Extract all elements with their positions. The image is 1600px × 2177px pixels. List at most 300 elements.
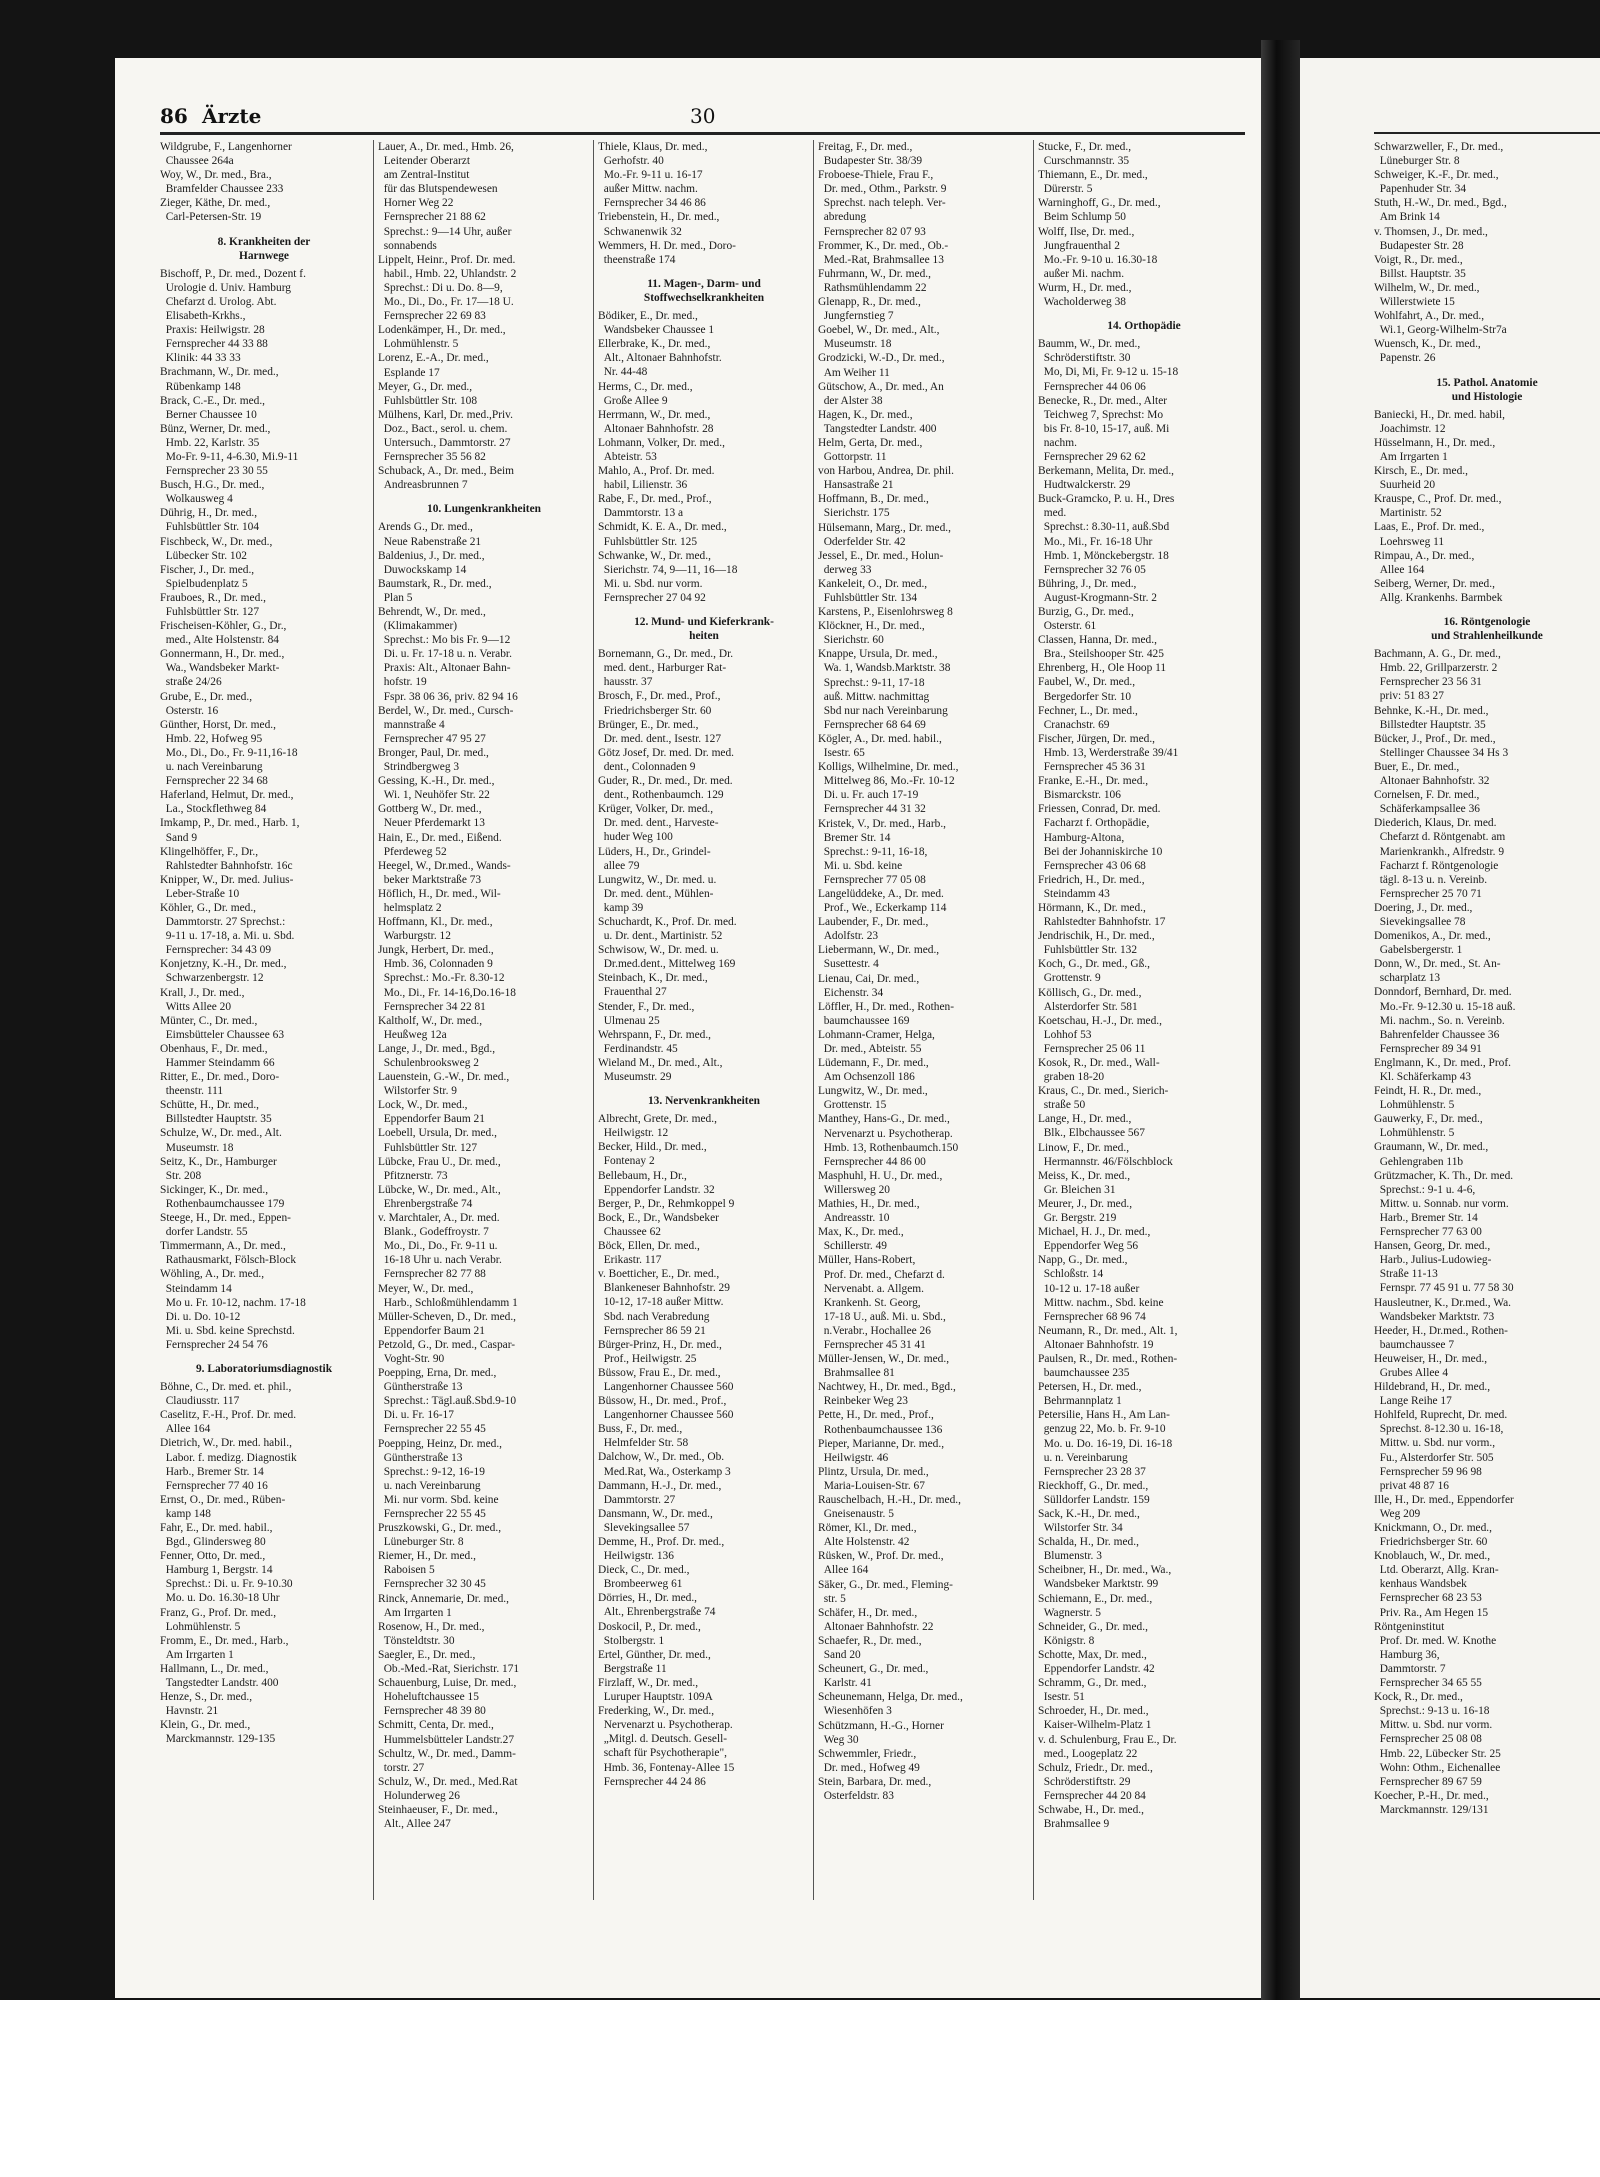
directory-entry: Franz, G., Prof. Dr. med., Lohmühlenstr. 5 — [160, 1606, 277, 1633]
directory-entry: Meurer, J., Dr. med., Gr. Bergstr. 219 — [1038, 1197, 1133, 1225]
directory-entry: Berdel, W., Dr. med., Cursch- mannstraße 4 Fernsprecher 47 95 27 — [378, 704, 514, 745]
directory-entry: Hoffmann, B., Dr. med., Sierichstr. 175 — [818, 493, 929, 520]
directory-entry: Dörries, H., Dr. med., Alt., Ehrenbergstraße 74 — [598, 1592, 716, 1619]
directory-entry: Triebenstein, H., Dr. med., Schwanenwik 32 — [598, 211, 720, 238]
directory-entry: Schotte, Max, Dr. med., Eppendorfer Landstr. 42 — [1038, 1648, 1155, 1676]
directory-entry: Krüger, Volker, Dr. med., Dr. med. dent., Harveste- huder Weg 100 — [598, 803, 719, 844]
directory-entry: Knoblauch, W., Dr. med., Ltd. Oberarzt, Allg. Kran- kenhaus Wandsbek Fernsprecher 68 23 53 Priv. Ra., Am Hegen 15 — [1374, 1550, 1499, 1619]
directory-entry: Frommer, K., Dr. med., Ob.- Med.-Rat, Brahmsallee 13 — [818, 239, 949, 266]
directory-entry: Schultz, W., Dr. med., Damm- torstr. 27 — [378, 1747, 516, 1774]
directory-entry: Frischeisen-Köhler, G., Dr., med., Alte Holstenstr. 84 — [160, 620, 287, 647]
directory-entry: Donndorf, Bernhard, Dr. med. Mo.-Fr. 9-12.30 u. 15-18 auß. Mi. nachm., So. n. Vereinb. Bahrenfelder Chaussee 36 Fernsprecher 89 34 91 — [1374, 986, 1516, 1055]
directory-entry: Büssow, Frau E., Dr. med., Langenhorner Chaussee 560 — [598, 1366, 734, 1393]
directory-entry: Max, K., Dr. med., Schillerstr. 49 — [818, 1226, 904, 1253]
directory-entry: Stender, F., Dr. med., Ulmenau 25 — [598, 1000, 695, 1027]
directory-entry: Guder, R., Dr. med., Dr. med. dent., Rothenbaumch. 129 — [598, 775, 733, 802]
directory-entry: Ritter, E., Dr. med., Doro- theenstr. 111 — [160, 1071, 280, 1098]
directory-entry: Arends G., Dr. med., Neue Rabenstraße 21 — [378, 521, 482, 548]
directory-entry: Buer, E., Dr. med., Altonaer Bahnhofstr. 32 — [1374, 760, 1490, 788]
directory-entry: Wohlfahrt, A., Dr. med., Wi.1, Georg-Wilhelm-Str7a — [1374, 310, 1507, 337]
section-title: Ärzte — [202, 104, 262, 128]
directory-entry: Poepping, Erna, Dr. med., Güntherstraße 13 Sprechst.: Tägl.auß.Sbd.9-10 Di. u. Fr. 16-17 Fernsprecher 22 55 45 — [378, 1367, 517, 1436]
directory-entry: Büssow, H., Dr. med., Prof., Langenhorner Chaussee 560 — [598, 1395, 734, 1422]
directory-entry: Sack, K.-H., Dr. med., Wilstorfer Str. 34 — [1038, 1508, 1140, 1535]
directory-entry: Gauwerky, F., Dr. med., Lohmühlenstr. 5 — [1374, 1113, 1483, 1140]
directory-entry: Dammann, H.-J., Dr. med., Dammtorstr. 27 — [598, 1479, 722, 1506]
directory-entry: Steege, H., Dr. med., Eppen- dorfer Landstr. 55 — [160, 1212, 291, 1239]
section-heading: 15. Pathol. Anatomie und Histologie — [1436, 376, 1538, 403]
directory-entry: Bachmann, A. G., Dr. med., Hmb. 22, Grillparzerstr. 2 Fernsprecher 23 56 31 priv: 51 83 27 — [1374, 648, 1501, 703]
directory-entry: Müller-Jensen, W., Dr. med., Brahmsallee 81 — [818, 1353, 950, 1380]
directory-entry: Römer, Kl., Dr. med., Alte Holstenstr. 42 — [818, 1522, 917, 1549]
directory-entry: Buck-Gramcko, P. u. H., Dres med. Sprechst.: 8.30-11, auß.Sbd Mo., Mi., Fr. 16-18 Uhr Hmb. 1, Mönckebergstr. 18 Fernsprecher 32 76 05 — [1038, 493, 1175, 576]
directory-entry: Obenhaus, F., Dr. med., Hammer Steindamm 66 — [160, 1042, 275, 1069]
directory-entry: Caselitz, F.-H., Prof. Dr. med. Allee 164 — [160, 1409, 297, 1436]
directory-entry: Heeder, H., Dr.med., Rothen- baumchaussee 7 — [1374, 1324, 1508, 1351]
directory-entry: Lungwitz, W., Dr. med. u. Dr. med. dent., Mühlen- kamp 39 — [598, 873, 717, 914]
section-heading: 10. Lungenkrankheiten — [427, 503, 541, 516]
directory-entry: Scheunemann, Helga, Dr. med., Wiesenhöfen 3 — [818, 1691, 963, 1718]
directory-entry: Knipper, W., Dr. med. Julius- Leber-Straße 10 — [160, 873, 294, 900]
directory-entry: Schulz, W., Dr. med., Med.Rat Holunderweg 26 — [378, 1775, 518, 1802]
directory-entry: Langelüddeke, A., Dr. med. Prof., We., Eckerkamp 114 — [818, 887, 947, 915]
directory-entry: von Harbou, Andrea, Dr. phil. Hansastraße 21 — [818, 465, 955, 492]
directory-entry: Haferland, Helmut, Dr. med., La., Stockflethweg 84 — [160, 789, 294, 816]
directory-entry: Warninghoff, G., Dr. med., Beim Schlump 50 — [1038, 197, 1161, 224]
directory-entry: Lüders, H., Dr., Grindel- allee 79 — [598, 845, 711, 872]
section-heading: 14. Orthopädie — [1107, 320, 1181, 333]
directory-entry: Brachmann, W., Dr. med., Rübenkamp 148 — [160, 366, 279, 393]
directory-entry: Krauspe, C., Prof. Dr. med., Martinistr. 52 — [1374, 493, 1502, 520]
directory-entry: Hain, E., Dr. med., Eißend. Pferdeweg 52 — [378, 831, 502, 858]
directory-entry: Imkamp, P., Dr. med., Harb. 1, Sand 9 — [160, 817, 300, 844]
directory-entry: Dalchow, W., Dr. med., Ob. Med.Rat, Wa., Osterkamp 3 — [598, 1451, 731, 1478]
directory-entry: Schulze, W., Dr. med., Alt. Museumstr. 18 — [160, 1127, 282, 1154]
directory-entry: Graumann, W., Dr. med., Gehlengraben 11b — [1374, 1141, 1489, 1168]
directory-entry: Ehrenberg, H., Ole Hoop 11 — [1038, 662, 1167, 675]
directory-entry: Gonnermann, H., Dr. med., Wa., Wandsbeker Markt- straße 24/26 — [160, 648, 285, 689]
column-5 — [1038, 140, 1250, 1831]
directory-entry: Fuhrmann, W., Dr. med., Rathsmühlendamm 22 — [818, 267, 931, 294]
directory-entry: Berger, P., Dr., Rehmkoppel 9 — [598, 1197, 735, 1210]
directory-entry: Baumstark, R., Dr. med., Plan 5 — [378, 577, 492, 604]
directory-entry: Kraus, C., Dr. med., Sierich- straße 50 — [1038, 1085, 1169, 1112]
directory-entry: Nachtwey, H., Dr. med., Bgd., Reinbeker Weg 23 — [818, 1381, 956, 1408]
directory-entry: Rauschelbach, H.-H., Dr. med., Gneisenaustr. 5 — [818, 1494, 961, 1521]
directory-entry: Henze, S., Dr. med., Havnstr. 21 — [160, 1691, 253, 1718]
directory-entry: Wilhelm, W., Dr. med., Willerstwiete 15 — [1374, 281, 1480, 309]
directory-entry: Münter, C., Dr. med., Eimsbütteler Chaussee 63 — [160, 1014, 285, 1041]
directory-entry: Koetschau, H.-J., Dr. med., Lohhof 53 Fernsprecher 25 06 11 — [1038, 1014, 1163, 1055]
directory-entry: Pette, H., Dr. med., Prof., Rothenbaumchaussee 136 — [818, 1409, 943, 1436]
directory-entry: Karstens, P., Eisenlohrsweg 8 — [818, 606, 953, 619]
section-heading: 11. Magen-, Darm- und Stoffwechselkrankheiten — [643, 277, 765, 304]
directory-entry: Bürger-Prinz, H., Dr. med., Prof., Heilwigstr. 25 — [598, 1338, 722, 1365]
directory-entry: Hansen, Georg, Dr. med., Harb., Julius-Ludowieg- Straße 11-13 Fernspr. 77 45 91 u. 77 58 30 — [1374, 1240, 1514, 1295]
directory-entry: Schwisow, W., Dr. med. u. Dr.med.dent., Mittelweg 169 — [598, 944, 736, 971]
directory-entry: Hülsemann, Marg., Dr. med., Oderfelder Str. 42 — [818, 521, 951, 548]
directory-entry: Jendrischik, H., Dr. med., Fuhlsbüttler Str. 132 — [1038, 930, 1155, 957]
directory-entry: Faubel, W., Dr. med., Bergedorfer Str. 10 — [1038, 676, 1136, 703]
directory-entry: Petersilie, Hans H., Am Lan- genzug 22, Mo. b. Fr. 9-10 Mo. u. Do. 16-19, Di. 16-18 u. n. Vereinbarung Fernsprecher 23 28 37 — [1038, 1409, 1173, 1478]
directory-entry: Firzlaff, W., Dr. med., Luruper Hauptstr. 109A — [598, 1676, 713, 1704]
directory-entry: Wehrspann, F., Dr. med., Ferdinandstr. 45 — [598, 1028, 712, 1055]
directory-entry: Stein, Barbara, Dr. med., Osterfeldstr. 83 — [818, 1775, 932, 1802]
directory-entry: Schütte, H., Dr. med., Billstedter Hauptstr. 35 — [160, 1099, 272, 1126]
directory-entry: Bischoff, P., Dr. med., Dozent f. Urologie d. Univ. Hamburg Chefarzt d. Urolog. Abt. Elisabeth-Krkhs., Praxis: Heilwigstr. 28 Fernsprecher 44 33 88 Klinik: 44 33 33 — [160, 267, 306, 365]
directory-entry: Neumann, R., Dr. med., Alt. 1, Altonaer Bahnhofstr. 19 — [1038, 1324, 1178, 1351]
directory-entry: Gessing, K.-H., Dr. med., Wi. 1, Neuhöfer Str. 22 — [378, 775, 495, 802]
directory-entry: Michael, H. J., Dr. med., Eppendorfer Weg 56 — [1038, 1226, 1151, 1253]
section-heading: 8. Krankheiten der Harnwege — [217, 235, 311, 262]
directory-entry: Voigt, R., Dr. med., Billst. Hauptstr. 35 — [1374, 253, 1466, 280]
directory-entry: Freitag, F., Dr. med., Budapester Str. 38/39 — [818, 141, 923, 168]
directory-entry: Schwarzweller, F., Dr. med., Lüneburger Str. 8 — [1374, 141, 1504, 168]
directory-entry: Manthey, Hans-G., Dr. med., Nervenarzt u. Psychotherap. Hmb. 13, Rothenbaumch.150 Fernsprecher 44 86 00 — [818, 1113, 959, 1168]
directory-entry: Müller, Hans-Robert, Prof. Dr. med., Chefarzt d. Nervenabt. a. Allgem. Krankenh. St. Georg, 17-18 U., auß. Mi. u. Sbd., n.Verabr., Hochallee 26 Fernsprecher 45 31 41 — [818, 1254, 946, 1351]
directory-entry: Meyer, G., Dr. med., Fuhlsbüttler Str. 108 — [378, 380, 478, 407]
directory-entry: Lodenkämper, H., Dr. med., Lohmühlenstr. 5 — [378, 324, 506, 351]
directory-entry: Steinbach, K., Dr. med., Frauenthal 27 — [598, 972, 708, 999]
directory-entry: Baniecki, H., Dr. med. habil, Joachimstr. 12 — [1374, 408, 1505, 435]
directory-entry: Bücker, J., Prof., Dr. med., Stellinger Chaussee 34 Hs 3 — [1374, 732, 1509, 759]
directory-entry: Hohlfeld, Ruprecht, Dr. med. Sprechst. 8-12.30 u. 16-18, Mittw. u. Sbd. nur vorm., Fu., Alsterdorfer Str. 505 Fernsprecher 59 96 98 privat 48 87 16 — [1374, 1409, 1508, 1492]
directory-entry: Kirsch, E., Dr. med., Suurheid 20 — [1374, 465, 1468, 492]
directory-entry: Bellebaum, H., Dr., Eppendorfer Landstr. 32 — [598, 1169, 715, 1196]
directory-entry: Heuweiser, H., Dr. med., Grubes Allee 4 — [1374, 1352, 1488, 1379]
directory-entry: Becker, Hild., Dr. med., Fontenay 2 — [598, 1141, 707, 1168]
directory-entry: Scheunert, G., Dr. med., Karlstr. 41 — [818, 1663, 929, 1690]
directory-entry: Petzold, G., Dr. med., Caspar- Voght-Str. 90 — [378, 1338, 516, 1365]
directory-entry: Behrendt, W., Dr. med., (Klimakammer) Sprechst.: Mo bis Fr. 9—12 Di. u. Fr. 17-18 u. n. Verabr. Praxis: Alt., Altonaer Bahn- hofstr. 19 Fspr. 38 06 36, priv. 82 94 16 — [378, 606, 518, 703]
directory-entry: Fenner, Otto, Dr. med., Hamburg 1, Bergstr. 14 Sprechst.: Di. u. Fr. 9-10.30 Mo. u. Do. 16.30-18 Uhr — [160, 1550, 293, 1605]
directory-entry: Heegel, W., Dr.med., Wands- beker Marktstraße 73 — [378, 859, 511, 886]
directory-entry: Rinck, Annemarie, Dr. med., Am Irrgarten 1 — [378, 1592, 509, 1619]
directory-entry: Jungk, Herbert, Dr. med., Hmb. 36, Colonnaden 9 Sprechst.: Mo.-Fr. 8.30-12 Mo., Di., Fr. 14-16,Do.16-18 Fernsprecher 34 22 81 — [378, 944, 516, 1013]
directory-entry: Hüsselmann, H., Dr. med., Am Irrgarten 1 — [1374, 436, 1496, 463]
directory-entry: Klingelhöffer, F., Dr., Rahlstedter Bahnhofstr. 16c — [160, 845, 293, 872]
directory-entry: Seitz, K., Dr., Hamburger Str. 208 — [160, 1155, 277, 1182]
directory-entry: Kögler, A., Dr. med. habil., Isestr. 65 — [818, 732, 942, 760]
directory-entry: Köhler, G., Dr. med., Dammtorstr. 27 Sprechst.: 9-11 u. 17-18, a. Mi. u. Sbd. Fernsprecher: 34 43 09 — [160, 901, 295, 957]
directory-entry: Pieper, Marianne, Dr. med., Heilwigstr. 46 — [818, 1437, 945, 1464]
directory-entry: Rüsken, W., Prof. Dr. med., Allee 164 — [818, 1550, 944, 1577]
directory-entry: Sickinger, K., Dr. med., Rothenbaumchaussee 179 — [160, 1183, 285, 1210]
directory-entry: Schwanke, W., Dr. med., Sierichstr. 74, 9—11, 16—18 Mi. u. Sbd. nur vorm. Fernsprecher 27 04 92 — [598, 549, 738, 604]
right-header-rule — [1374, 132, 1600, 134]
directory-entry: Wemmers, H. Dr. med., Doro- theenstraße 174 — [598, 239, 736, 266]
directory-entry: Laas, E., Prof. Dr. med., Loehrsweg 11 — [1374, 521, 1485, 548]
directory-entry: Rieckhoff, G., Dr. med., Sülldorfer Landstr. 159 — [1038, 1479, 1150, 1506]
directory-entry: Meyer, W., Dr. med., Harb., Schloßmühlendamm 1 — [378, 1282, 518, 1309]
directory-entry: Kosok, R., Dr. med., Wall- graben 18-20 — [1038, 1057, 1160, 1084]
directory-entry: Friedrich, H., Dr. med., Steindamm 43 — [1038, 873, 1145, 900]
directory-entry: Gottberg W., Dr. med., Neuer Pferdemarkt 13 — [378, 803, 485, 830]
directory-entry: Wöhling, A., Dr. med., Steindamm 14 Mo u. Fr. 10-12, nachm. 17-18 Di. u. Do. 10-12 Mi. u. Sbd. keine Sprechstd. Fernsprecher 24 54 76 — [160, 1268, 306, 1351]
directory-entry: Englmann, K., Dr. med., Prof. Kl. Schäferkamp 43 — [1374, 1056, 1511, 1083]
section-heading: 12. Mund- und Kieferkrank- heiten — [634, 616, 774, 643]
directory-entry: Grützmacher, K. Th., Dr. med. Sprechst.: 9-1 u. 4-6, Mittw. u. Sonnab. nur vorm. Harb., Bremer Str. 14 Fernsprecher 77 63 00 — [1374, 1169, 1514, 1239]
directory-entry: Diederich, Klaus, Dr. med. Chefarzt d. Röntgenabt. am Marienkrankh., Alfredstr. 9 Facharzt f. Röntgenologie tägl. 8-13 u. n. Vereinb. Fernsprecher 25 70 71 — [1374, 817, 1506, 900]
header-rule — [160, 132, 1245, 135]
directory-entry: Baldenius, J., Dr. med., Duwockskamp 14 — [378, 549, 485, 576]
directory-entry: Napp, G., Dr. med., Schloßstr. 14 10-12 u. 17-18 außer Mittw. nachm., Sbd. keine Fernsprecher 68 96 74 — [1038, 1254, 1164, 1323]
directory-entry: Demme, H., Prof. Dr. med., Heilwigstr. 136 — [598, 1536, 725, 1563]
directory-entry: Brünger, E., Dr. med., Dr. med. dent., Isestr. 127 — [598, 718, 722, 745]
directory-entry: Schützmann, H.-G., Horner Weg 30 — [818, 1719, 944, 1746]
section-heading: 16. Röntgenologie und Strahlenheilkunde — [1431, 616, 1543, 643]
directory-entry: Pruszkowski, G., Dr. med., Lüneburger Str. 8 — [378, 1522, 502, 1549]
directory-entry: Fromm, E., Dr. med., Harb., Am Irrgarten 1 — [160, 1634, 289, 1661]
directory-entry: Lauenstein, G.-W., Dr. med., Wilstorfer Str. 9 — [378, 1071, 510, 1098]
page-number: 86 — [160, 104, 188, 128]
directory-entry: Schweiger, K.-F., Dr. med., Papenhuder Str. 34 — [1374, 169, 1499, 196]
directory-entry: Dührig, H., Dr. med., Fuhlsbüttler Str. 104 — [160, 507, 260, 534]
directory-entry: Burzig, G., Dr. med., Osterstr. 61 — [1038, 606, 1134, 633]
directory-entry: Schulz, Friedr., Dr. med., Schröderstiftstr. 29 Fernsprecher 44 20 84 — [1038, 1761, 1153, 1802]
directory-entry: Böhne, C., Dr. med. et. phil., Claudiusstr. 117 — [160, 1381, 292, 1408]
directory-entry: Wurm, H., Dr. med., Wacholderweg 38 — [1038, 281, 1132, 309]
directory-entry: Riemer, H., Dr. med., Raboisen 5 Fernsprecher 32 30 45 — [378, 1550, 486, 1591]
directory-entry: Lohmann, Volker, Dr. med., Abteistr. 53 — [598, 436, 725, 463]
directory-entry: Kaltholf, W., Dr. med., Heußweg 12a — [378, 1014, 483, 1041]
directory-entry: Koch, G., Dr. med., Gß., Grottenstr. 9 — [1038, 958, 1150, 985]
directory-entry: Bünz, Werner, Dr. med., Hmb. 22, Karlstr. 35 Mo-Fr. 9-11, 4-6.30, Mi.9-11 Fernsprecher 23 30 55 — [160, 422, 299, 478]
directory-entry: Albrecht, Grete, Dr. med., Heilwigstr. 12 — [598, 1113, 717, 1140]
column-3 — [598, 140, 810, 1789]
directory-entry: Linow, F., Dr. med., Hermannstr. 46/Fölschblock — [1038, 1141, 1173, 1168]
directory-entry: Brack, C.-E., Dr. med., Berner Chaussee 10 — [160, 394, 266, 421]
directory-entry: Knappe, Ursula, Dr. med., Wa. 1, Wandsb.Marktstr. 38 Sprechst.: 9-11, 17-18 auß. Mittw. nachmittag Sbd nur nach Vereinbarung Fernsprecher 68 64 69 — [818, 648, 951, 731]
directory-entry: Bödiker, E., Dr. med., Wandsbeker Chaussee 1 — [598, 310, 715, 337]
directory-entry: Lungwitz, W., Dr. med., Grottenstr. 15 — [818, 1085, 928, 1112]
directory-entry: Stucke, F., Dr. med., Curschmannstr. 35 — [1038, 141, 1132, 168]
directory-entry: Glenapp, R., Dr. med., Jungfernstieg 7 — [818, 296, 921, 323]
directory-entry: Feindt, H. R., Dr. med., Lohmühlenstr. 5 — [1374, 1085, 1482, 1112]
directory-entry: Frederking, W., Dr. med., Nervenarzt u. Psychotherap. „Mitgl. d. Deutsch. Gesell- schaft für Psychotherapie", Hmb. 36, Fontenay-Allee 15 Fernsprecher 44 24 86 — [598, 1705, 735, 1788]
directory-entry: Mathies, H., Dr. med., Andreasstr. 10 — [818, 1198, 920, 1225]
directory-entry: Liebermann, W., Dr. med., Susettestr. 4 — [818, 944, 940, 971]
directory-entry: v. Thomsen, J., Dr. med., Budapester Str. 28 — [1374, 225, 1488, 252]
directory-entry: Rabe, F., Dr. med., Prof., Dammtorstr. 13 a — [598, 493, 712, 520]
directory-entry: Ellerbrake, K., Dr. med., Alt., Altonaer Bahnhofstr. Nr. 44-48 — [598, 338, 722, 379]
directory-entry: Donn, W., Dr. med., St. An- scharplatz 13 — [1374, 958, 1501, 985]
directory-entry: Petersen, H., Dr. med., Behrmannplatz 1 — [1038, 1381, 1142, 1408]
directory-entry: Mahlo, A., Prof. Dr. med. habil, Lilienstr. 36 — [598, 465, 715, 492]
directory-entry: Bühring, J., Dr. med., August-Krogmann-Str. 2 — [1038, 577, 1157, 604]
directory-entry: Schwemmler, Friedr., Dr. med., Hofweg 49 — [818, 1747, 920, 1774]
directory-entry: Kankeleit, O., Dr. med., Fuhlsbüttler Str. 134 — [818, 577, 928, 604]
directory-entry: Röntgeninstitut Prof. Dr. med. W. Knothe Hamburg 36, Dammtorstr. 7 Fernsprecher 34 65 55 — [1374, 1620, 1497, 1690]
directory-entry: Fechner, L., Dr. med., Cranachstr. 69 — [1038, 704, 1138, 731]
directory-entry: Steinhaeuser, F., Dr. med., Alt., Allee 247 — [378, 1803, 498, 1831]
directory-entry: Cornelsen, F. Dr. med., Schäferkampsallee 36 — [1374, 789, 1480, 816]
directory-entry: Schuchardt, K., Prof. Dr. med. u. Dr. dent., Martinistr. 52 — [598, 915, 737, 943]
directory-entry: Doering, J., Dr. med., Sievekingsallee 78 — [1374, 901, 1473, 928]
directory-entry: Günther, Horst, Dr. med., Hmb. 22, Hofweg 95 Mo., Di., Do., Fr. 9-11,16-18 u. nach Vereinbarung Fernsprecher 22 34 68 — [160, 718, 298, 788]
directory-entry: Knickmann, O., Dr. med., Friedrichsberger Str. 60 — [1374, 1522, 1492, 1549]
directory-entry: Herms, C., Dr. med., Große Allee 9 — [598, 380, 693, 407]
directory-entry: Wuensch, K., Dr. med., Papenstr. 26 — [1374, 338, 1481, 365]
directory-entry: Behnke, K.-H., Dr. med., Billstedter Hauptstr. 35 — [1374, 704, 1489, 731]
directory-entry: Laubender, F., Dr. med., Adolfstr. 23 — [818, 916, 929, 943]
directory-entry: Plintz, Ursula, Dr. med., Maria-Louisen-Str. 67 — [818, 1465, 929, 1492]
directory-entry: Dansmann, W., Dr. med., Slevekingsallee 57 — [598, 1507, 713, 1534]
directory-entry: Friessen, Conrad, Dr. med. Facharzt f. Orthopädie, Hamburg-Altona, Bei der Johanniskirche 10 Fernsprecher 43 06 68 — [1038, 803, 1163, 872]
directory-entry: Franke, E.-H., Dr. med., Bismarckstr. 106 — [1038, 775, 1149, 802]
directory-entry: Berkemann, Melita, Dr. med., Hudtwalckerstr. 29 — [1038, 465, 1175, 492]
directory-entry: Koecher, P.-H., Dr. med., Marckmannstr. 129/131 — [1374, 1789, 1489, 1816]
column-4 — [818, 140, 1030, 1803]
directory-entry: Jessel, E., Dr. med., Holun- derweg 33 — [818, 549, 944, 576]
directory-entry: Krall, J., Dr. med., Witts Allee 20 — [160, 986, 245, 1013]
directory-entry: v. Marchtaler, A., Dr. med. Blank., Godeffroystr. 7 Mo., Di., Do., Fr. 9-11 u. 16-18 Uhr u. nach Verabr. Fernsprecher 82 77 88 — [378, 1212, 502, 1281]
directory-entry: Herrmann, W., Dr. med., Altonaer Bahnhofstr. 28 — [598, 408, 714, 435]
directory-entry: Grodzicki, W.-D., Dr. med., Am Weiher 11 — [818, 352, 945, 379]
directory-entry: Bock, E., Dr., Wandsbeker Chaussee 62 — [598, 1211, 719, 1238]
directory-entry: v. Boetticher, E., Dr. med., Blankeneser Bahnhofstr. 29 10-12, 17-18 außer Mittw. Sbd. nach Verabredung Fernsprecher 86 59 21 — [598, 1268, 730, 1337]
directory-entry: Schäfer, H., Dr. med., Altonaer Bahnhofstr. 22 — [818, 1606, 934, 1633]
directory-entry: Scheibner, H., Dr. med., Wa., Wandsbeker Marktstr. 99 — [1038, 1564, 1172, 1591]
column-divider — [373, 140, 374, 1900]
directory-entry: Hausleutner, K., Dr.med., Wa. Wandsbeker Marktstr. 73 — [1374, 1296, 1511, 1323]
directory-entry: Fahr, E., Dr. med. habil., Bgd., Glindersweg 80 — [160, 1522, 273, 1549]
directory-entry: Klein, G., Dr. med., Marckmannstr. 129-135 — [160, 1719, 276, 1746]
directory-entry: Schmitt, Centa, Dr. med., Hummelsbütteler Landstr.27 — [378, 1719, 515, 1746]
directory-entry: Böck, Ellen, Dr. med., Erikastr. 117 — [598, 1240, 700, 1267]
directory-entry: Kristek, V., Dr. med., Harb., Bremer Str. 14 Sprechst.: 9-11, 16-18, Mi. u. Sbd. keine Fernsprecher 77 05 08 — [818, 817, 947, 886]
directory-entry: Lübcke, W., Dr. med., Alt., Ehrenbergstraße 74 — [378, 1183, 501, 1210]
directory-entry: Masphuhl, H. U., Dr. med., Willersweg 20 — [818, 1169, 943, 1196]
directory-entry: Benecke, R., Dr. med., Alter Teichweg 7, Sprechst: Mo bis Fr. 8-10, 15-17, auß. Mi nachm. Fernsprecher 29 62 62 — [1038, 394, 1170, 463]
directory-entry: Woy, W., Dr. med., Bra., Bramfelder Chaussee 233 — [160, 169, 284, 196]
directory-entry: Kock, R., Dr. med., Sprechst.: 9-13 u. 16-18 Mittw. u. Sbd. nur vorm. Fernsprecher 25 08 08 Hmb. 22, Lübecker Str. 25 Wohn: Othm., Eichenallee Fernsprecher 89 67 59 — [1374, 1691, 1501, 1788]
directory-entry: Fischer, Jürgen, Dr. med., Hmb. 13, Werderstraße 39/41 Fernsprecher 45 36 31 — [1038, 732, 1179, 774]
directory-entry: Köllisch, G., Dr. med., Alsterdorfer Str. 581 — [1038, 986, 1142, 1013]
directory-entry: Lienau, Cai, Dr. med., Eichenstr. 34 — [818, 972, 920, 999]
directory-entry: Lauer, A., Dr. med., Hmb. 26, Leitender Oberarzt am Zentral-Institut für das Blutspendewesen Horner Weg 22 Fernsprecher 21 88 62 Sprechst.: 9—14 Uhr, außer sonnabends — [378, 141, 514, 252]
directory-entry: Froboese-Thiele, Frau F., Dr. med., Othm., Parkstr. 9 Sprechst. nach teleph. Ver- abredung Fernsprecher 82 07 93 — [818, 169, 947, 238]
column-2 — [378, 140, 590, 1831]
directory-entry: Schalda, H., Dr. med., Blumenstr. 3 — [1038, 1536, 1139, 1563]
right-page-column — [1374, 140, 1600, 1817]
column-divider — [1033, 140, 1034, 1900]
directory-entry: Höflich, H., Dr. med., Wil- helmsplatz 2 — [378, 887, 501, 914]
column-divider — [813, 140, 814, 1900]
directory-entry: Bornemann, G., Dr. med., Dr. med. dent., Harburger Rat- hausstr. 37 — [598, 648, 734, 689]
directory-entry: Hildebrand, H., Dr. med., Lange Reihe 17 — [1374, 1381, 1491, 1408]
directory-entry: Schiemann, E., Dr. med., Wagnerstr. 5 — [1038, 1592, 1153, 1619]
directory-entry: Lüdemann, F., Dr. med., Am Ochsenzoll 186 — [818, 1057, 929, 1084]
book-gutter — [1261, 40, 1300, 2000]
directory-entry: Fischer, J., Dr. med., Spielbudenplatz 5 — [160, 563, 255, 590]
directory-entry: Frauboes, R., Dr. med., Fuhlsbüttler Str. 127 — [160, 591, 266, 618]
directory-entry: Fischbeck, W., Dr. med., Lübecker Str. 102 — [160, 535, 273, 562]
directory-entry: Wildgrube, F., Langenhorner Chaussee 264a — [160, 141, 292, 168]
directory-entry: Lübcke, Frau U., Dr. med., Pfitznerstr. 73 — [378, 1155, 501, 1182]
directory-entry: Lippelt, Heinr., Prof. Dr. med. habil., Hmb. 22, Uhlandstr. 2 Sprechst.: Di u. Do. 8—9, Mo., Di., Do., Fr. 17—18 U. Fernsprecher 22 69 83 — [378, 253, 517, 323]
directory-entry: Seiberg, Werner, Dr. med., Allg. Krankenhs. Barmbek — [1374, 577, 1503, 604]
section-heading: 9. Laboratoriumsdiagnostik — [195, 1362, 333, 1375]
directory-entry: Meiss, K., Dr. med., Gr. Bleichen 31 — [1038, 1169, 1131, 1196]
directory-entry: Schaefer, R., Dr. med., Sand 20 — [818, 1634, 922, 1662]
directory-entry: Hagen, K., Dr. med., Tangstedter Landstr. 400 — [818, 408, 937, 435]
directory-entry: Wolff, Ilse, Dr. med., Jungfrauenthal 2 Mo.-Fr. 9-10 u. 16.30-18 außer Mi. nachm. — [1038, 225, 1158, 280]
section-heading: 13. Nervenkrankheiten — [647, 1095, 760, 1108]
directory-entry: Hoffmann, Kl., Dr. med., Warburgstr. 12 — [378, 916, 493, 943]
directory-entry: Rosenow, H., Dr. med., Tönsteldtstr. 30 — [378, 1620, 485, 1647]
directory-entry: Loebell, Ursula, Dr. med., Fuhlsbüttler Str. 127 — [378, 1127, 497, 1154]
directory-entry: Schroeder, H., Dr. med., Kaiser-Wilhelm-Platz 1 — [1038, 1705, 1152, 1732]
directory-entry: Busch, H.G., Dr. med., Wolkausweg 4 — [160, 479, 265, 506]
directory-entry: Saegler, E., Dr. med., Ob.-Med.-Rat, Sierichstr. 171 — [378, 1648, 520, 1676]
directory-entry: Ertel, Günther, Dr. med., Bergstraße 11 — [598, 1648, 711, 1675]
directory-entry: v. d. Schulenburg, Frau E., Dr. med., Loogeplatz 22 — [1038, 1733, 1177, 1760]
directory-entry: Konjetzny, K.-H., Dr. med., Schwarzenbergstr. 12 — [160, 958, 287, 985]
directory-entry: Schauenburg, Luise, Dr. med., Hoheluftchaussee 15 Fernsprecher 48 39 80 — [378, 1677, 517, 1718]
directory-entry: Schwabe, H., Dr. med., Brahmsallee 9 — [1038, 1803, 1144, 1831]
directory-entry: Schneider, G., Dr. med., Königstr. 8 — [1038, 1620, 1148, 1647]
directory-entry: Schuback, A., Dr. med., Beim Andreasbrunnen 7 — [378, 465, 515, 492]
directory-entry: Klöckner, H., Dr. med., Sierichstr. 60 — [818, 620, 925, 647]
directory-entry: Thiemann, E., Dr. med., Dürerstr. 5 — [1038, 169, 1148, 196]
directory-entry: Zieger, Käthe, Dr. med., Carl-Petersen-Str. 19 — [160, 197, 271, 224]
directory-entry: Lohmann-Cramer, Helga, Dr. med., Abteistr. 55 — [818, 1028, 935, 1055]
directory-entry: Götz Josef, Dr. med. Dr. med. dent., Colonnaden 9 — [598, 746, 735, 773]
directory-entry: Baumm, W., Dr. med., Schröderstiftstr. 30 Mo, Di, Mi, Fr. 9-12 u. 15-18 Fernsprecher 44 06 06 — [1038, 338, 1179, 393]
directory-entry: Löffler, H., Dr. med., Rothen- baumchaussee 169 — [818, 1000, 954, 1027]
directory-entry: Stuth, H.-W., Dr. med., Bgd., Am Brink 14 — [1374, 197, 1507, 224]
directory-entry: Müller-Scheven, D., Dr. med., Eppendorfer Baum 21 — [378, 1310, 517, 1337]
page-header — [160, 104, 1245, 130]
directory-entry: Brosch, F., Dr. med., Prof., Friedrichsberger Str. 60 — [598, 690, 721, 717]
directory-entry: Paulsen, R., Dr. med., Rothen- baumchaussee 235 — [1038, 1352, 1178, 1380]
directory-entry: Grube, E., Dr. med., Osterstr. 16 — [160, 690, 253, 717]
directory-entry: Hörmann, K., Dr. med., Rahlstedter Bahnhofstr. 17 — [1038, 901, 1166, 929]
directory-entry: Gütschow, A., Dr. med., An der Alster 38 — [818, 380, 944, 407]
directory-entry: Wieland M., Dr. med., Alt., Museumstr. 29 — [598, 1056, 723, 1083]
directory-entry: Helm, Gerta, Dr. med., Gottorpstr. 11 — [818, 436, 923, 464]
directory-entry: Goebel, W., Dr. med., Alt., Museumstr. 18 — [818, 324, 940, 351]
directory-entry: Lange, H., Dr. med., Blk., Elbchaussee 567 — [1038, 1113, 1145, 1140]
directory-entry: Schramm, G., Dr. med., Isestr. 51 — [1038, 1677, 1147, 1704]
column-1 — [160, 140, 368, 1747]
directory-entry: Lange, J., Dr. med., Bgd., Schulenbrooksweg 2 — [378, 1042, 496, 1069]
directory-entry: Säker, G., Dr. med., Fleming- str. 5 — [818, 1578, 953, 1605]
column-divider — [593, 140, 594, 1900]
center-page-number: 30 — [690, 104, 716, 128]
directory-entry: Rimpau, A., Dr. med., Allee 164 — [1374, 549, 1475, 576]
directory-entry: Ille, H., Dr. med., Eppendorfer Weg 209 — [1374, 1493, 1514, 1520]
directory-entry: Dietrich, W., Dr. med. habil., Labor. f. medizg. Diagnostik Harb., Bremer Str. 14 Fernsprecher 77 40 16 — [160, 1437, 297, 1492]
directory-entry: Lorenz, E.-A., Dr. med., Esplande 17 — [378, 352, 489, 379]
directory-entry: Buss, F., Dr. med., Helmfelder Str. 58 — [598, 1423, 689, 1450]
directory-entry: Doskocil, P., Dr. med., Stolbergstr. 1 — [598, 1620, 701, 1647]
directory-entry: Lock, W., Dr. med., Eppendorfer Baum 21 — [378, 1099, 485, 1126]
directory-entry: Kolligs, Wilhelmine, Dr. med., Mittelweg 86, Mo.-Fr. 10-12 Di. u. Fr. auch 17-19 Fernsprecher 44 31 32 — [818, 761, 959, 816]
directory-entry: Classen, Hanna, Dr. med., Bra., Steilshooper Str. 425 — [1038, 634, 1164, 661]
directory-entry: Domenikos, A., Dr. med., Gabelsbergerstr. 1 — [1374, 930, 1491, 957]
directory-entry: Schmidt, K. E. A., Dr. med., Fuhlsbüttler Str. 125 — [598, 521, 727, 548]
directory-entry: Ernst, O., Dr. med., Rüben- kamp 148 — [160, 1493, 286, 1520]
directory-entry: Hallmann, L., Dr. med., Tangstedter Landstr. 400 — [160, 1662, 279, 1690]
directory-entry: Bronger, Paul, Dr. med., Strindbergweg 3 — [378, 746, 489, 774]
directory-entry: Timmermann, A., Dr. med., Rathausmarkt, Fölsch-Block — [160, 1240, 297, 1267]
directory-entry: Dieck, C., Dr. med., Brombeerweg 61 — [598, 1564, 690, 1591]
directory-entry: Poepping, Heinz, Dr. med., Güntherstraße 13 Sprechst.: 9-12, 16-19 u. nach Vereinbarung Mi. nur vorm. Sbd. keine Fernsprecher 22 55 45 — [378, 1437, 503, 1520]
directory-entry: Thiele, Klaus, Dr. med., Gerhofstr. 40 Mo.-Fr. 9-11 u. 16-17 außer Mittw. nachm. Fernsprecher 34 46 86 — [598, 141, 708, 210]
directory-entry: Mülhens, Karl, Dr. med.,Priv. Doz., Bact., serol. u. chem. Untersuch., Dammtorstr. 27 Fernsprecher 35 56 82 — [378, 408, 513, 464]
